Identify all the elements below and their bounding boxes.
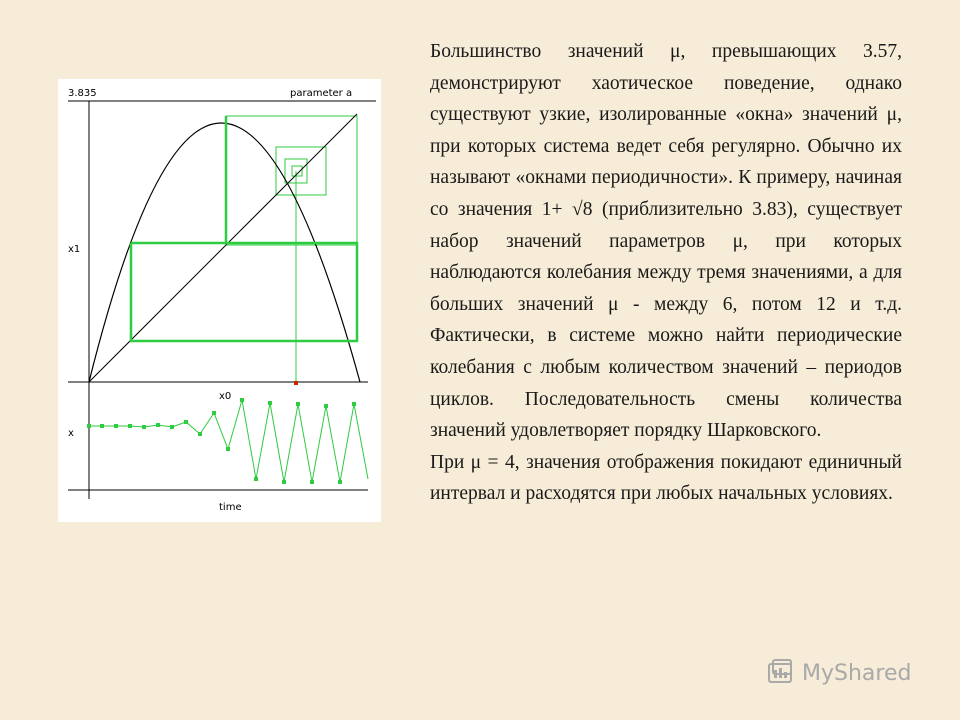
paragraph-chaos-windows: Большинство значений μ, превышающих 3.57, демонстрируют хаотическое поведение, однако существуют узкие, изолированные «окна» значений μ, при которых система ведет себя регулярно. Обычно их называют «окнами периодичности». К примеру, начиная со значения 1+ √8 (приблизительно 3.83), существует набор значений параметров μ, при которых наблюдаются колебания между тремя значениями, а для больших значений μ - между 6, потом 12 и т.д. Фактически, в системе можно найти периодические колебания с любым количеством значений – периодов циклов. Последовательность смены количества значений удовлетворяет порядку Шарковского.	[430, 41, 902, 442]
myshared-watermark	[766, 656, 911, 690]
cobweb-cycle-lower	[131, 243, 357, 341]
myshared-logo-icon	[766, 658, 796, 688]
time-series-line	[89, 400, 368, 482]
logistic-map-figure	[58, 79, 381, 522]
cobweb-plot	[58, 79, 381, 522]
x-axis-label: x	[68, 428, 74, 439]
logistic-parabola	[89, 123, 360, 382]
time-series-points	[87, 398, 356, 484]
slide-text	[430, 36, 902, 510]
initial-point-marker	[294, 381, 298, 385]
x0-axis-label: x0	[219, 391, 232, 402]
ymax-label: 3.835	[68, 88, 97, 99]
x1-axis-label: x1	[68, 244, 81, 255]
parameter-label: parameter a	[290, 88, 353, 99]
watermark-text: MyShared	[802, 660, 912, 686]
paragraph-mu-four: При μ = 4, значения отображения покидают единичный интервал и расходятся при любых начальных условиях.	[430, 451, 902, 505]
time-axis-label: time	[219, 502, 242, 513]
